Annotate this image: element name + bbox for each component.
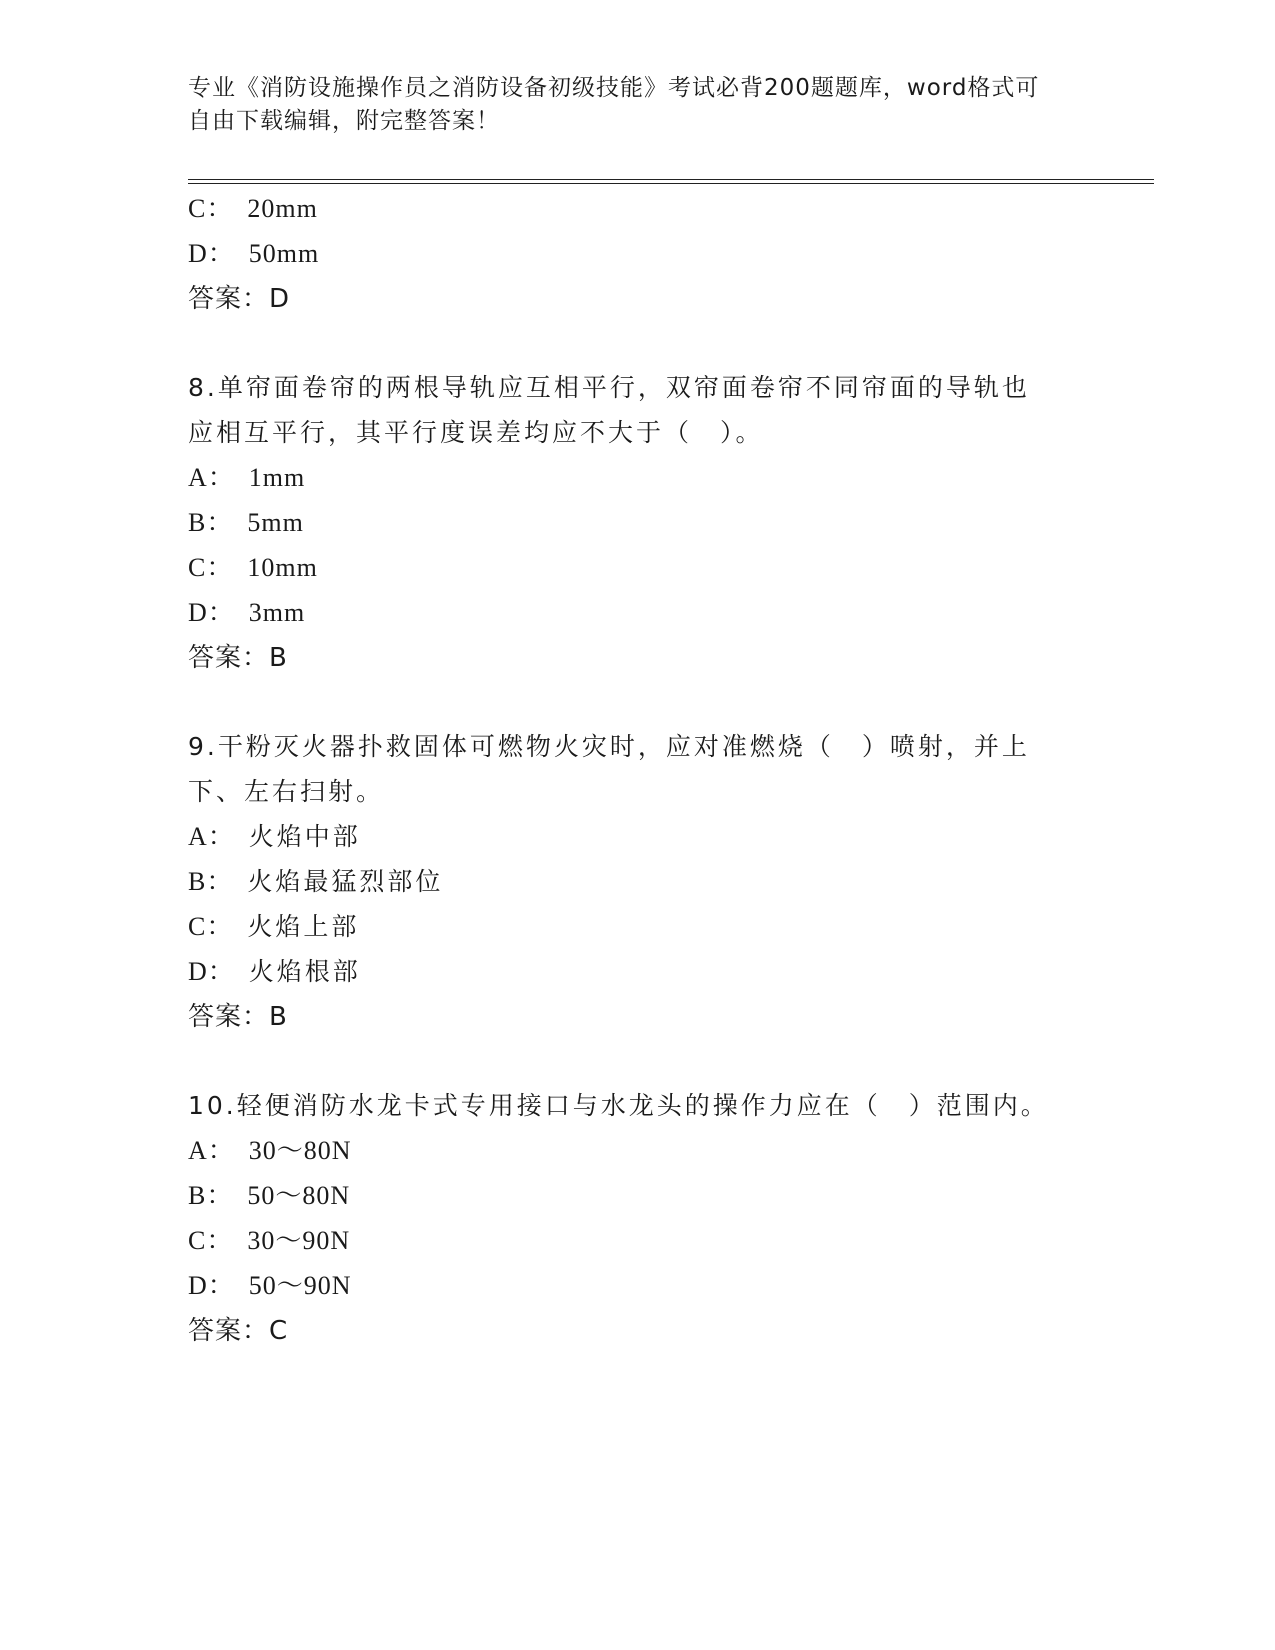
option-b [188, 867, 443, 897]
option-text: 5mm [247, 508, 304, 537]
header-title-line-2: 自由下载编辑，附完整答案！ [188, 108, 500, 134]
answer-line: 答案：B [188, 1002, 288, 1032]
option-text: 50～90N [248, 1271, 352, 1300]
option-a [188, 463, 305, 493]
option-a [188, 822, 361, 852]
option-c [188, 1226, 350, 1256]
header-divider-top [188, 179, 1154, 180]
header-title-line-1: 专业《消防设施操作员之消防设备初级技能》考试必背200题题库，word格式可 [188, 75, 1040, 101]
option-text: 50～80N [247, 1181, 351, 1210]
option-text: 30～90N [247, 1226, 351, 1255]
option-a [188, 1136, 352, 1166]
header-divider-bottom [188, 183, 1154, 184]
option-label: B： [188, 867, 234, 896]
option-text: 50mm [248, 239, 320, 268]
option-label: C： [188, 1226, 234, 1255]
option-label: D： [188, 1271, 235, 1300]
answer-line: 答案：D [188, 284, 291, 314]
option-label: A： [188, 822, 235, 851]
option-label: C： [188, 912, 234, 941]
option-label: A： [188, 463, 235, 492]
question-8-stem-line-2: 应相互平行，其平行度误差均应不大于（ ）。 [188, 418, 764, 447]
option-text: 30～80N [248, 1136, 352, 1165]
option-label: D： [188, 239, 235, 268]
option-text: 20mm [247, 194, 318, 223]
question-9-stem-line-1: 9.干粉灭火器扑救固体可燃物火灾时，应对准燃烧（ ）喷射，并上 [188, 732, 1030, 761]
option-d [188, 239, 319, 269]
option-label: D： [188, 957, 235, 986]
option-d [188, 598, 305, 628]
option-label: B： [188, 1181, 234, 1210]
option-d [188, 1271, 352, 1301]
option-label: D： [188, 598, 235, 627]
option-c [188, 912, 359, 942]
option-text: 火焰中部 [248, 822, 361, 851]
option-text: 火焰上部 [247, 912, 360, 941]
option-text: 火焰根部 [248, 957, 361, 986]
question-10-stem-line-1: 10.轻便消防水龙卡式专用接口与水龙头的操作力应在（ ）范围内。 [188, 1091, 1049, 1120]
option-label: A： [188, 1136, 235, 1165]
option-label: C： [188, 194, 234, 223]
option-b [188, 508, 304, 538]
option-c [188, 194, 318, 224]
option-text: 10mm [247, 553, 318, 582]
question-9-stem-line-2: 下、左右扫射。 [188, 777, 385, 806]
option-text: 3mm [248, 598, 306, 627]
option-d [188, 957, 361, 987]
answer-line: 答案：B [188, 643, 288, 673]
option-label: C： [188, 553, 234, 582]
option-b [188, 1181, 350, 1211]
option-label: B： [188, 508, 234, 537]
option-text: 火焰最猛烈部位 [247, 867, 444, 896]
option-c [188, 553, 318, 583]
question-8-stem-line-1: 8.单帘面卷帘的两根导轨应互相平行，双帘面卷帘不同帘面的导轨也 [188, 373, 1030, 402]
document-header-title [188, 72, 1088, 138]
answer-line: 答案：C [188, 1316, 289, 1346]
option-text: 1mm [248, 463, 306, 492]
